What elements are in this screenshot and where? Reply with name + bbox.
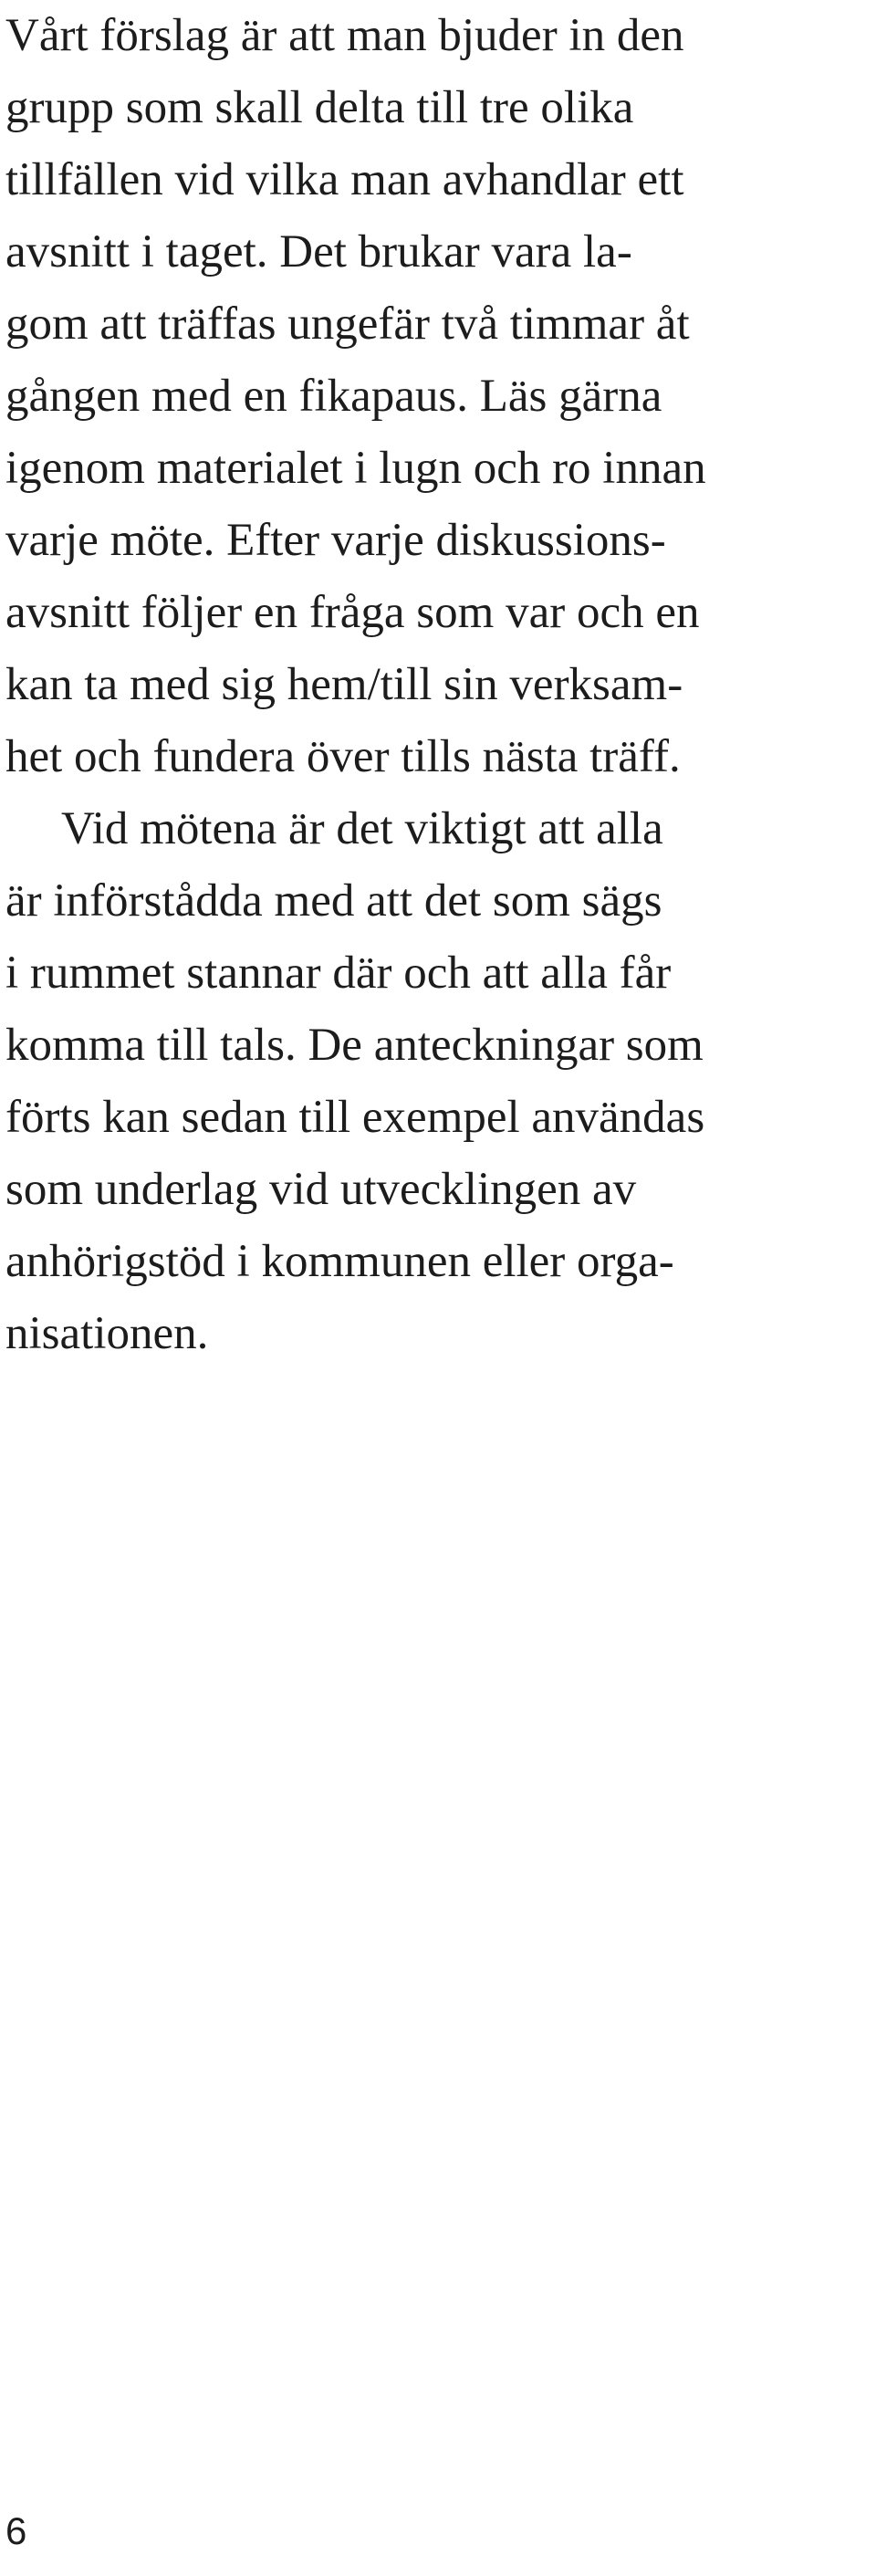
text-line: Vårt förslag är att man bjuder in den [5,10,684,61]
text-line: är införstådda med att det som sägs [5,875,662,927]
text-line: gången med en fikapaus. Läs gärna [5,371,662,422]
text-line: komma till tals. De anteckningar som [5,1020,704,1071]
text-line: het och fundera över tills nästa träff. [5,731,681,782]
text-line: anhörigstöd i kommunen eller orga- [5,1236,674,1287]
text-line: Vid mötena är det viktigt att alla [61,803,663,854]
body-text [5,0,872,1370]
text-line: kan ta med sig hem/till sin verksam- [5,659,683,710]
paragraph-1 [5,0,872,793]
text-line: igenom materialet i lugn och ro innan [5,443,706,494]
text-line: grupp som skall delta till tre olika [5,82,634,133]
text-line: nisationen. [5,1308,209,1359]
text-line: i rummet stannar där och att alla får [5,948,672,999]
text-line: avsnitt följer en fråga som var och en [5,587,700,638]
text-line: avsnitt i taget. Det brukar vara la- [5,226,632,277]
page-number: 6 [5,2509,27,2552]
text-line: varje möte. Efter varje diskussions- [5,515,666,566]
text-line: tillfällen vid vilka man avhandlar ett [5,154,684,205]
text-line: förts kan sedan till exempel användas [5,1092,705,1143]
text-line: som underlag vid utvecklingen av [5,1164,637,1215]
text-line: gom att träffas ungefär två timmar åt [5,298,690,350]
paragraph-2 [5,793,872,1370]
